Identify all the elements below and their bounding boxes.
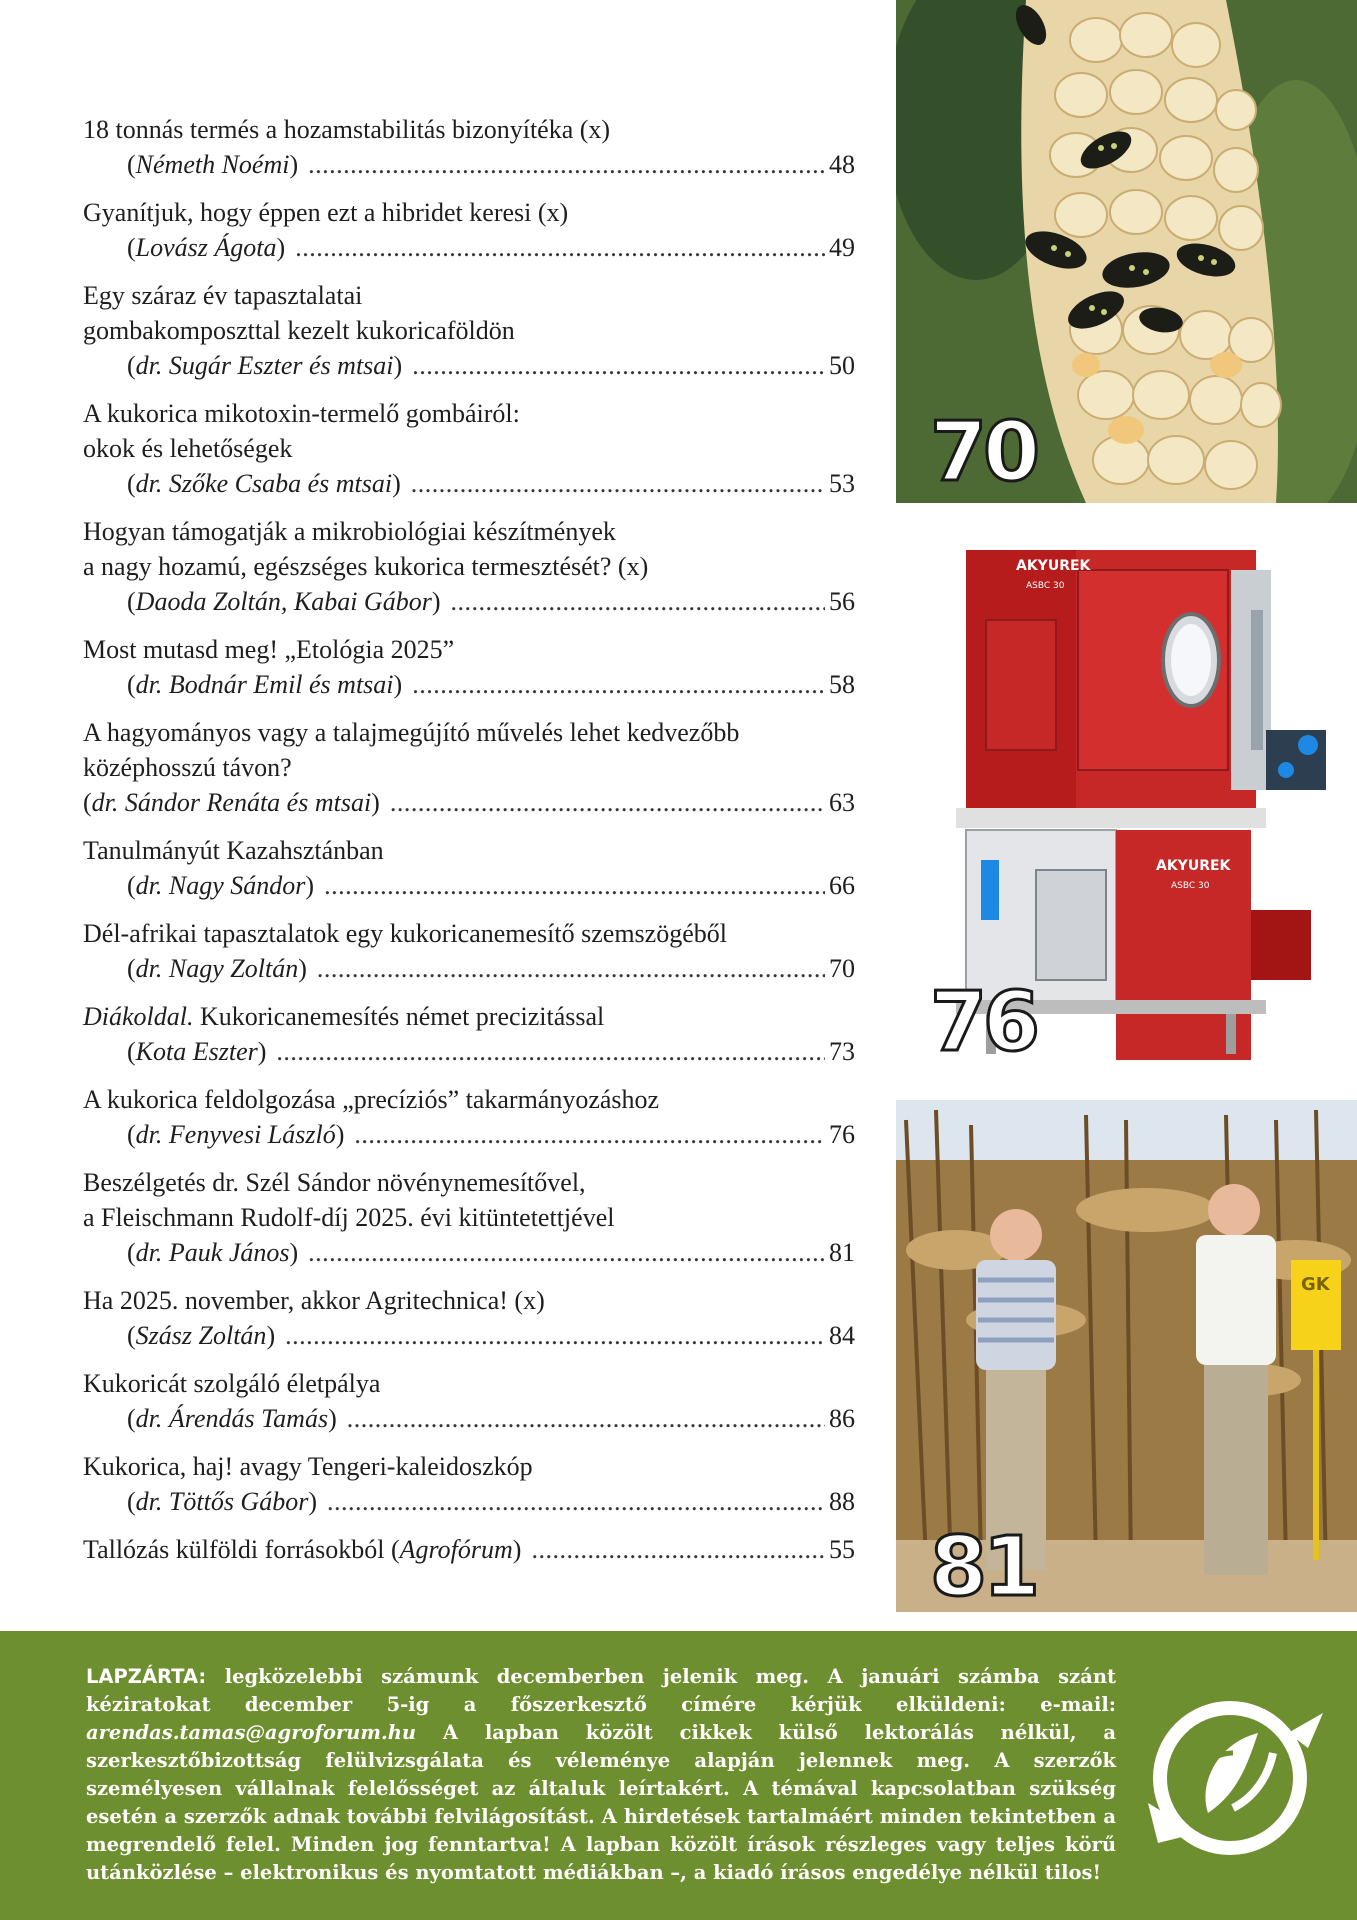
toc-title: A kukorica feldolgozása „precíziós” takarmányozáshoz [83, 1085, 660, 1114]
toc-title: Tanulmányút Kazahsztánban [83, 836, 384, 865]
toc-title: Dél-afrikai tapasztalatok egy kukoricanemesítő szemszögéből [83, 919, 727, 948]
toc-author: dr. Sándor Renáta és mtsai [91, 788, 372, 817]
footer-notice [86, 1663, 1116, 1887]
toc-title: Kukoricát szolgáló életpálya [83, 1369, 381, 1398]
toc-page-number: 49 [829, 233, 855, 262]
toc-title-prefix: Diákoldal. [83, 1002, 194, 1031]
toc-title: a nagy hozamú, egészséges kukorica termesztését? (x) [83, 552, 649, 581]
toc-title: a Fleischmann Rudolf-díj 2025. évi kitüntetettjével [83, 1203, 615, 1232]
toc-title: Ha 2025. november, akkor Agritechnica! (x) [83, 1286, 545, 1315]
toc-page-number: 66 [829, 871, 855, 900]
machine-brand-label: AKYUREK [1016, 558, 1091, 574]
footer-lead: LAPZÁRTA: [86, 1665, 207, 1688]
toc-title: gombakomposzttal kezelt kukoricaföldön [83, 316, 515, 345]
toc-page-number: 70 [829, 954, 855, 983]
toc-author: Agrofórum [399, 1535, 513, 1564]
toc-page-number: 76 [829, 1120, 855, 1149]
machine-photo [896, 530, 1357, 1075]
toc-author: Németh Noémi [135, 150, 290, 179]
toc-entry[interactable]: 18 tonnás termés a hozamstabilitás bizonyítéka (x) ( Németh Noémi ) . . . 48 [83, 112, 855, 182]
toc-title: Most mutasd meg! „Etológia 2025” [83, 635, 455, 664]
toc-entry[interactable]: A kukorica feldolgozása „precíziós” takarmányozáshoz ( dr. Fenyvesi László ) . . . 76 [83, 1082, 855, 1152]
toc-author: Lovász Ágota [135, 233, 277, 262]
toc-page-number: 73 [829, 1037, 855, 1066]
toc-title: Beszélgetés dr. Szél Sándor növénynemesítővel, [83, 1168, 586, 1197]
toc-title: Hogyan támogatják a mikrobiológiai készítmények [83, 517, 616, 546]
toc-title: A kukorica mikotoxin-termelő gombáiról: [83, 399, 520, 428]
toc-page-number: 48 [829, 150, 855, 179]
toc-page-number: 84 [829, 1321, 855, 1350]
feature-page-number: 76 [930, 975, 1037, 1070]
toc-author: Kota Eszter [135, 1037, 258, 1066]
machine-brand-label-lower: AKYUREK [1156, 858, 1231, 874]
footer-text-part1: legközelebbi számunk decemberben jelenik meg. A januári számba szánt kéziratokat december 5-ig a főszerkesztő címére kérjük elküldeni: e-mail: [86, 1665, 1116, 1716]
toc-title: középhosszú távon? [83, 753, 292, 782]
toc-page-number: 81 [829, 1238, 855, 1267]
toc-title: Egy száraz év tapasztalatai [83, 281, 363, 310]
toc-author: dr. Pauk János [135, 1238, 290, 1267]
toc-title: 18 tonnás termés a hozamstabilitás bizonyítéka (x) [83, 115, 611, 144]
corn-cob-photo [896, 0, 1357, 503]
toc-entry[interactable]: Beszélgetés dr. Szél Sándor növénynemesítővel, a Fleischmann Rudolf-díj 2025. évi kitüntetettjével ( dr. Pauk János ) . . . 81 [83, 1165, 855, 1270]
footer-band [0, 1631, 1357, 1920]
toc-author: dr. Nagy Sándor [135, 871, 306, 900]
toc-title: Kukoricanemesítés német precizitással [193, 1002, 605, 1031]
feature-page-number: 81 [930, 1520, 1037, 1612]
toc-author: dr. Nagy Zoltán [135, 954, 299, 983]
corn-field-photo [896, 1100, 1357, 1612]
sign-label: GK [1301, 1274, 1330, 1295]
toc-page-number: 50 [829, 351, 855, 380]
feature-page-number: 70 [930, 405, 1037, 500]
toc-title: A hagyományos vagy a talajmegújító művelés lehet kedvezőbb [83, 718, 740, 747]
toc-entry[interactable]: Most mutasd meg! „Etológia 2025” ( dr. Bodnár Emil és mtsai ) . . . 58 [83, 632, 855, 702]
toc-entry[interactable]: A kukorica mikotoxin-termelő gombáiról: okok és lehetőségek ( dr. Szőke Csaba és mtsai ) . . . 53 [83, 396, 855, 501]
toc-entry[interactable]: Dél-afrikai tapasztalatok egy kukoricanemesítő szemszögéből ( dr. Nagy Zoltán ) . . . 70 [83, 916, 855, 986]
machine-model-label: ASBC 30 [1026, 581, 1065, 591]
toc-author: dr. Bodnár Emil és mtsai [135, 670, 394, 699]
toc-page-number: 86 [829, 1404, 855, 1433]
publisher-logo-icon [1138, 1693, 1328, 1863]
toc-page-number: 58 [829, 670, 855, 699]
toc-page-number: 88 [829, 1487, 855, 1516]
toc-title: Tallózás külföldi forrásokból [83, 1535, 385, 1564]
footer-email[interactable]: arendas.tamas@agroforum.hu [86, 1721, 417, 1744]
toc-entry[interactable]: Gyanítjuk, hogy éppen ezt a hibridet keresi (x) ( Lovász Ágota ) . . . 49 [83, 195, 855, 265]
toc-page-number: 56 [829, 587, 855, 616]
toc-entry[interactable]: Egy száraz év tapasztalatai gombakomposzttal kezelt kukoricaföldön ( dr. Sugár Eszter és mtsai ) . . . 50 [83, 278, 855, 383]
toc-title: okok és lehetőségek [83, 434, 293, 463]
toc-entry-last[interactable]: Tallózás külföldi forrásokból ( Agrofórum ) . . . 55 [83, 1532, 855, 1567]
toc-entry[interactable]: Ha 2025. november, akkor Agritechnica! (x) ( Szász Zoltán ) . . . 84 [83, 1283, 855, 1353]
toc-author: dr. Fenyvesi László [135, 1120, 336, 1149]
toc-author: dr. Sugár Eszter és mtsai [135, 351, 394, 380]
toc-title: Kukorica, haj! avagy Tengeri-kaleidoszkóp [83, 1452, 533, 1481]
toc-entry[interactable]: Kukoricát szolgáló életpálya ( dr. Árendás Tamás ) . . . 86 [83, 1366, 855, 1436]
toc-page-number: 53 [829, 469, 855, 498]
machine-model-label-lower: ASBC 30 [1171, 881, 1210, 891]
toc-entry[interactable]: Hogyan támogatják a mikrobiológiai készítmények a nagy hozamú, egészséges kukorica termesztését? (x) ( Daoda Zoltán, Kabai Gábor ) . . . 56 [83, 514, 855, 619]
toc-author: dr. Töttős Gábor [135, 1487, 309, 1516]
toc-author: Daoda Zoltán, Kabai Gábor [135, 587, 432, 616]
table-of-contents [83, 112, 855, 1580]
footer-text-part2: A lapban közölt cikkek külső lektorálás nélkül, a szerkesztőbizottság felülvizsgálata és véleménye alapján jelennek meg. A szerzők személyesen vállalnak felelősséget az általuk leírtakért. A témával kapcsolatban szükség esetén a szerzők adnak további felvilágosítást. A hirdetések tartalmáért minden tekintetben a megrendelő felel. Minden jog fenntartva! A lapban közölt írások részleges vagy teljes körű utánközlése – elektronikus és nyomtatott médiákban –, a kiadó írásos engedélye nélkül tilos! [86, 1721, 1116, 1884]
toc-author: dr. Szőke Csaba és mtsai [135, 469, 393, 498]
toc-author: Szász Zoltán [135, 1321, 267, 1350]
toc-author: dr. Árendás Tamás [135, 1404, 329, 1433]
toc-entry[interactable]: Tanulmányút Kazahsztánban ( dr. Nagy Sándor ) . . . 66 [83, 833, 855, 903]
toc-page-number: 55 [829, 1535, 855, 1564]
toc-title: Gyanítjuk, hogy éppen ezt a hibridet keresi (x) [83, 198, 569, 227]
toc-page-number: 63 [829, 788, 855, 817]
toc-entry[interactable]: A hagyományos vagy a talajmegújító művelés lehet kedvezőbb középhosszú távon? ( dr. Sándor Renáta és mtsai ) . . . 63 [83, 715, 855, 820]
toc-entry[interactable]: Diákoldal. Kukoricanemesítés német precizitással ( Kota Eszter ) . . . 73 [83, 999, 855, 1069]
toc-entry[interactable]: Kukorica, haj! avagy Tengeri-kaleidoszkóp ( dr. Töttős Gábor ) . . . 88 [83, 1449, 855, 1519]
